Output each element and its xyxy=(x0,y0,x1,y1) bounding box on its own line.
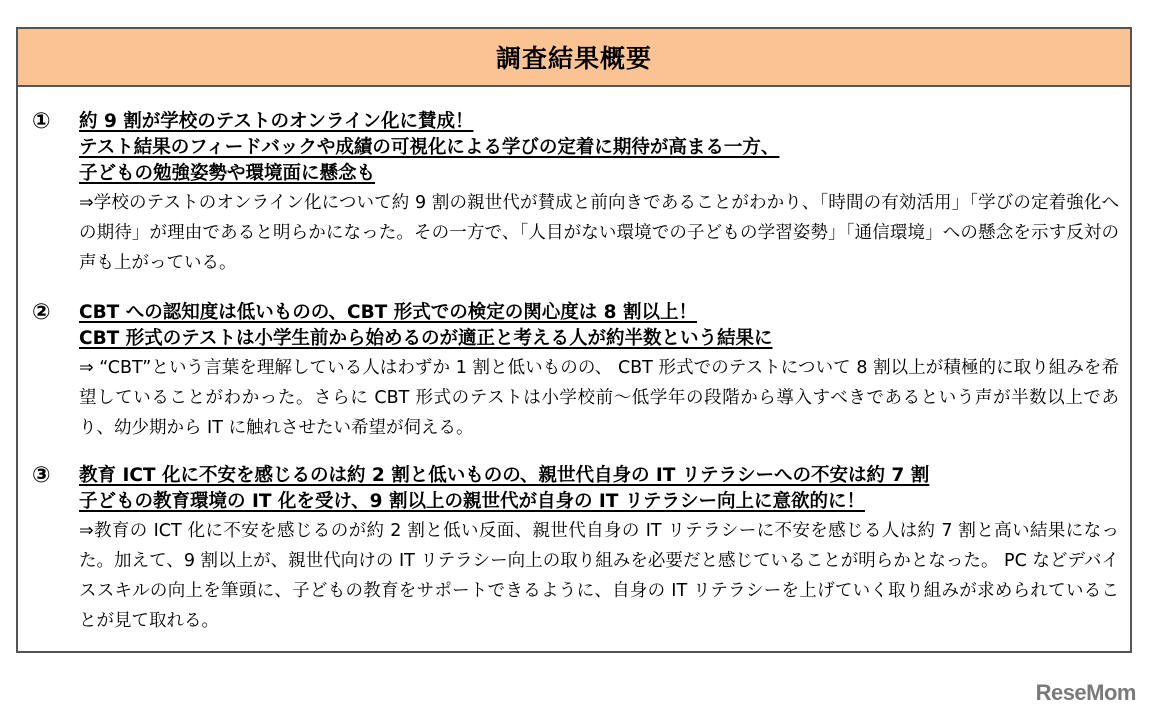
section-headline: 教育 ICT 化に不安を感じるのは約 2 割と低いものの、親世代自身の IT リテラシーへの不安は約 7 割 xyxy=(79,465,930,486)
section-headline: テスト結果のフィードバックや成績の可視化による学びの定着に期待が高まる一方、 xyxy=(79,137,780,158)
section-content xyxy=(79,300,1119,443)
section-headline: 約 9 割が学校のテストのオンライン化に賛成！ xyxy=(79,111,474,132)
section-headline: CBT への認知度は低いものの、CBT 形式での検定の関心度は 8 割以上！ xyxy=(79,302,697,323)
section-content xyxy=(79,109,1119,278)
section-content xyxy=(79,463,1119,636)
summary-section-3 xyxy=(18,463,1130,636)
summary-header xyxy=(18,29,1130,87)
section-number: ③ xyxy=(32,463,51,488)
summary-section-1 xyxy=(18,109,1130,278)
section-description: ⇒学校のテストのオンライン化について約 9 割の親世代が賛成と前向きであることがわかり、「時間の有効活用」「学びの定着強化への期待」が理由であると明らかになった。その一方で、「人目がない環境での子どもの学習姿勢」「通信環境」への懸念を示す反対の声も上がっている。 xyxy=(79,193,1119,273)
section-description: ⇒教育の ICT 化に不安を感じるのが約 2 割と低い反面、親世代自身の IT リテラシーに不安を感じる人は約 7 割と高い結果になった。加えて、9 割以上が、親世代向けの IT リテラシー向上の取り組みを必要だと感じていることが明らかとなった。 PC などデバイススキルの向上を筆頭に、子どもの教育をサポートできるように、自身の IT リテラシーを上げていく取り組みが求められていることが見て取れる。 xyxy=(79,521,1119,631)
section-headline: CBT 形式のテストは小学生前から始めるのが適正と考える人が約半数という結果に xyxy=(79,328,773,349)
section-number: ① xyxy=(32,109,51,134)
section-number: ② xyxy=(32,300,51,325)
resemom-logo: ReseMom xyxy=(1035,680,1136,705)
summary-section-2 xyxy=(18,300,1130,443)
section-headline: 子どもの勉強姿勢や環境面に懸念も xyxy=(79,163,376,184)
page-title: 調査結果概要 xyxy=(495,44,652,73)
section-description: ⇒ “CBT”という言葉を理解している人はわずか 1 割と低いものの、 CBT 形式でのテストについて 8 割以上が積極的に取り組みを希望していることがわかった。さらに CBT 形式のテストは小学校前～低学年の段階から導入すべきであるという声が半数以上であり、幼少期から IT に触れさせたい希望が伺える。 xyxy=(79,358,1119,438)
section-headline: 子どもの教育環境の IT 化を受け、9 割以上の親世代が自身の IT リテラシー向上に意欲的に！ xyxy=(79,491,865,512)
summary-box xyxy=(16,27,1132,653)
